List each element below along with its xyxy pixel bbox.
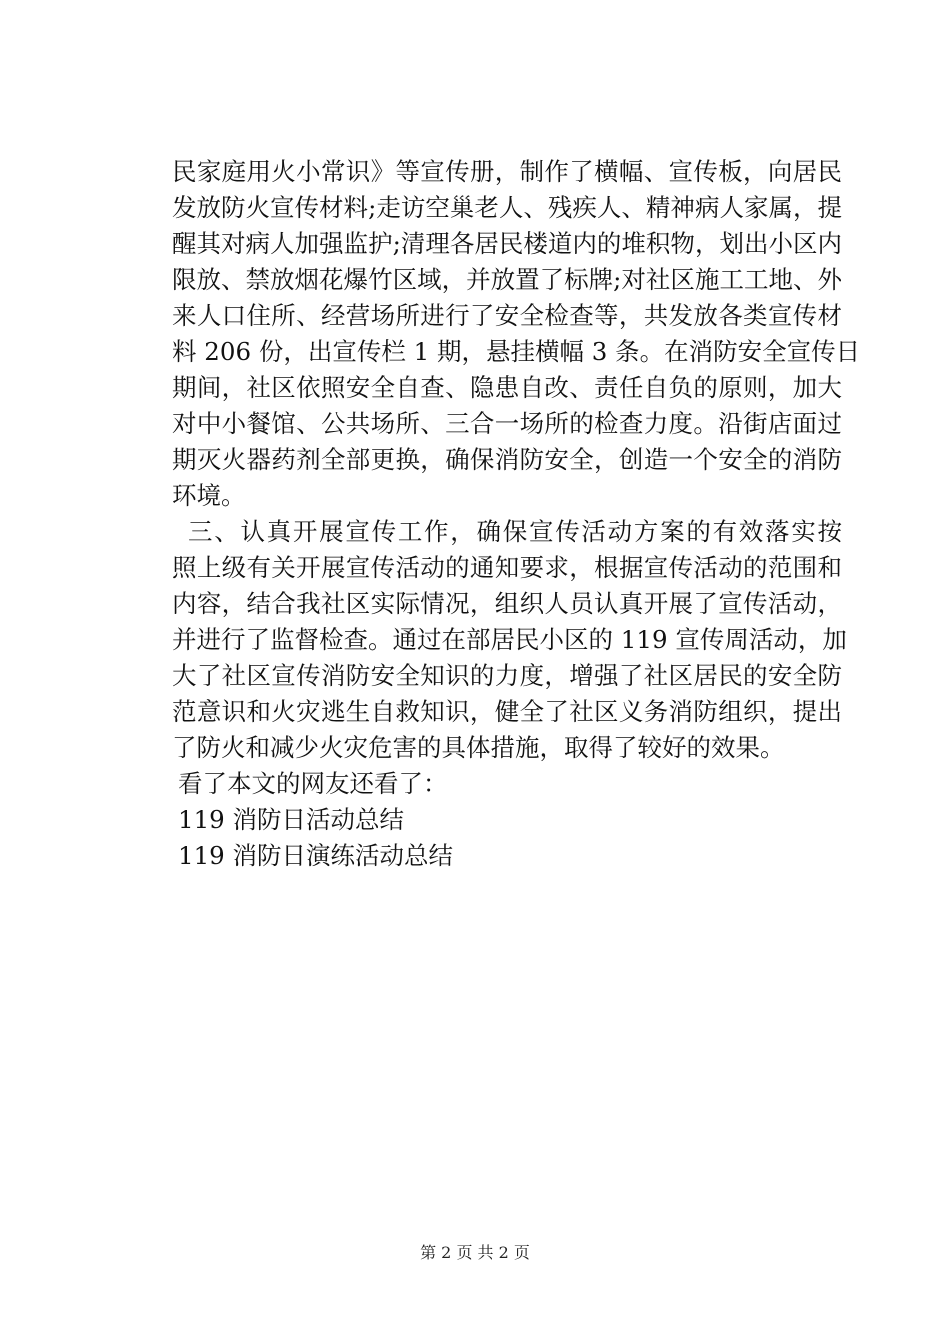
text-line: 料 206 份，出宣传栏 1 期，悬挂横幅 3 条。在消防安全宣传日 bbox=[172, 337, 861, 366]
text-line: 来人口住所、经营场所进行了安全检查等，共发放各类宣传材 bbox=[172, 301, 842, 330]
related-heading: 看了本文的网友还看了： bbox=[178, 769, 448, 798]
text-line: 发放防火宣传材料;走访空巢老人、残疾人、精神病人家属，提 bbox=[172, 193, 842, 222]
text-line: 期灭火器药剂全部更换，确保消防安全，创造一个安全的消防 bbox=[172, 445, 842, 474]
paragraph-2 bbox=[172, 514, 847, 766]
text-line: 三、认真开展宣传工作，确保宣传活动方案的有效落实按 bbox=[188, 517, 842, 546]
text-line: 并进行了监督检查。通过在部居民小区的 119 宣传周活动，加 bbox=[172, 625, 847, 654]
paragraph-1 bbox=[172, 154, 861, 514]
text-line: 限放、禁放烟花爆竹区域，并放置了标牌;对社区施工工地、外 bbox=[172, 265, 842, 294]
text-line: 照上级有关开展宣传活动的通知要求，根据宣传活动的范围和 bbox=[172, 553, 842, 582]
text-line: 民家庭用火小常识》等宣传册，制作了横幅、宣传板，向居民 bbox=[172, 157, 842, 186]
page-number: 第 2 页 共 2 页 bbox=[420, 1243, 530, 1262]
text-line: 期间，社区依照安全自查、隐患自改、责任自负的原则，加大 bbox=[172, 373, 842, 402]
related-link[interactable]: 119 消防日活动总结 bbox=[178, 805, 405, 834]
text-line: 了防火和减少火灾危害的具体措施，取得了较好的效果。 bbox=[172, 733, 785, 762]
text-line: 醒其对病人加强监护;清理各居民楼道内的堆积物，划出小区内 bbox=[172, 229, 842, 258]
text-line: 环境。 bbox=[172, 481, 246, 510]
related-link[interactable]: 119 消防日演练活动总结 bbox=[178, 841, 454, 870]
text-line: 大了社区宣传消防安全知识的力度，增强了社区居民的安全防 bbox=[172, 661, 842, 690]
text-line: 内容，结合我社区实际情况，组织人员认真开展了宣传活动， bbox=[172, 589, 842, 618]
text-line: 对中小餐馆、公共场所、三合一场所的检查力度。沿街店面过 bbox=[172, 409, 842, 438]
document-body bbox=[172, 154, 861, 874]
text-line: 范意识和火灾逃生自救知识，健全了社区义务消防组织，提出 bbox=[172, 697, 842, 726]
